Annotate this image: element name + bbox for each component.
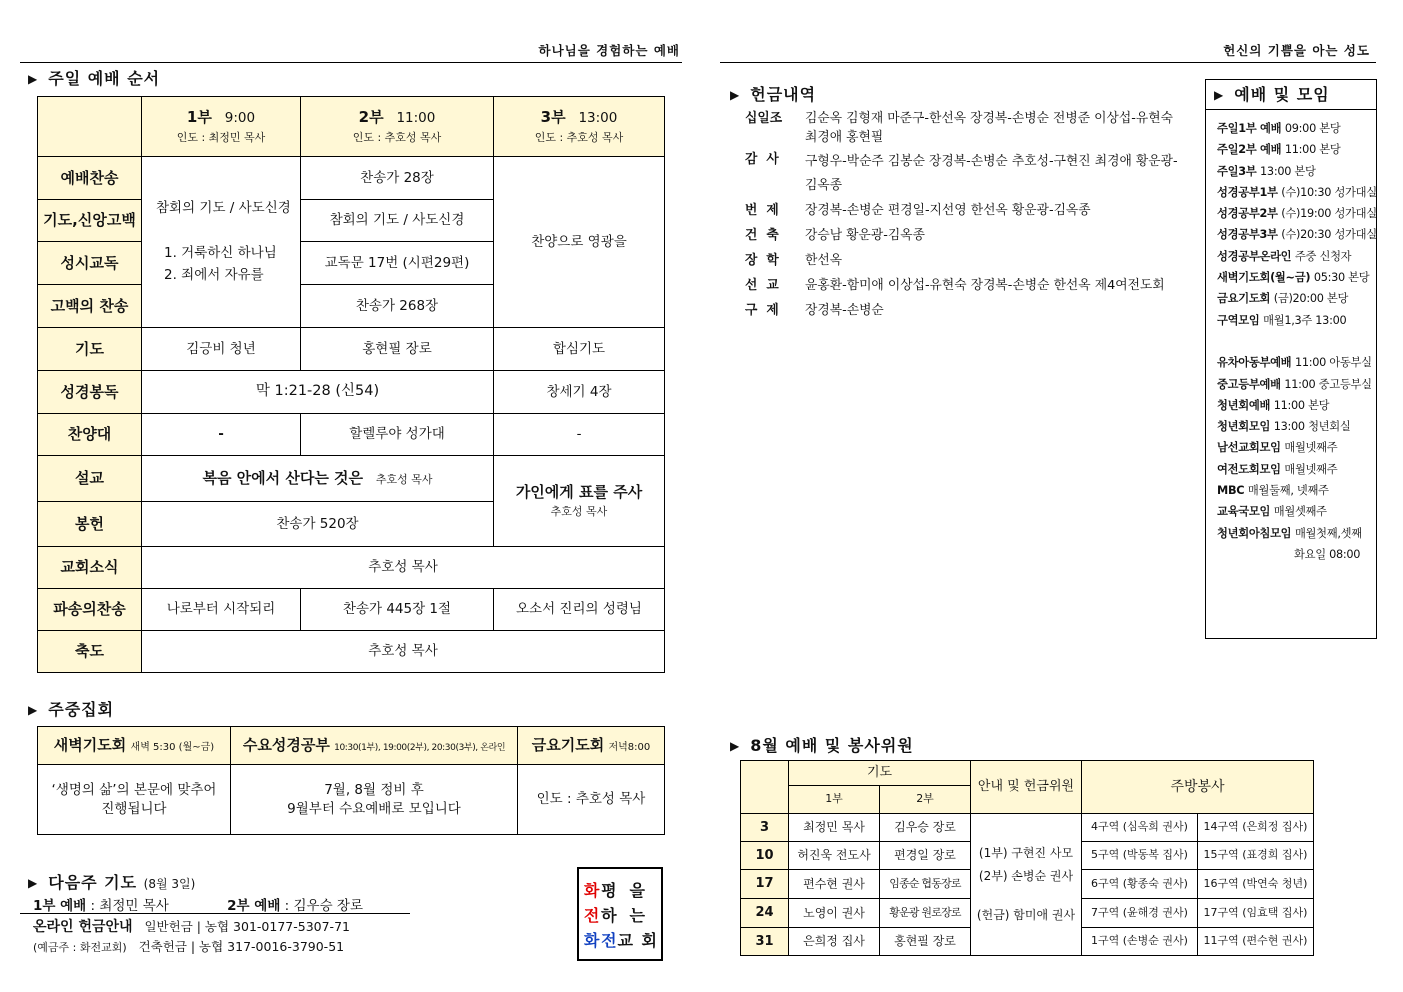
cell: 참회의 기도 / 사도신경 — [301, 200, 494, 242]
cell: 추호성 목사 — [142, 631, 665, 673]
cell: 오소서 진리의 성령님 — [494, 589, 665, 631]
p1-head: 1부 — [789, 786, 880, 814]
cell: 5구역 (박동복 집사) — [1082, 842, 1198, 870]
row-label: 기도 — [38, 328, 142, 371]
pray-head: 기도 — [789, 761, 971, 786]
meeting-item: 성경공부3부 (수)20:30 성가대실 — [1217, 228, 1377, 242]
cell: 찬송가 28장 — [301, 157, 494, 200]
sermon-cell: 복음 안에서 산다는 것은 추호성 목사 — [142, 456, 494, 502]
meeting-item: 금요기도회 (금)20:00 본당 — [1217, 292, 1349, 306]
row-label: 설교 — [38, 456, 142, 502]
meeting-item: 남선교회모임 매월넷째주 — [1217, 441, 1338, 455]
meeting-item: 중고등부예배 11:00 중고등부실 — [1217, 377, 1372, 391]
meeting-item: 청년회아침모임 매월첫째,셋째 — [1217, 526, 1362, 540]
cell: 최정민 목사 — [789, 814, 880, 842]
meeting-item: 화요일 08:00 — [1294, 547, 1361, 561]
left-header: 하나님을 경험하는 예배 — [538, 43, 680, 58]
right-header-line — [720, 62, 1376, 63]
weekday-desc: 인도 : 추호성 목사 — [518, 765, 665, 835]
cell: 교독문 17번 (시편29편) — [301, 242, 494, 285]
cell: 4구역 (심옥희 권사) — [1082, 814, 1198, 842]
row-label: 찬양대 — [38, 414, 142, 456]
meeting-item: 성경공부온라인 주중 신청자 — [1217, 249, 1352, 263]
cell: 찬송가 268장 — [301, 285, 494, 328]
date-cell: 17 — [741, 870, 789, 899]
cell: 17구역 (임효택 집사) — [1198, 899, 1314, 928]
triangle-icon: ▶ — [28, 876, 39, 890]
cell: 11구역 (편수현 권사) — [1198, 928, 1314, 956]
sermon-3-cell: 가인에게 표를 주사 추호성 목사 — [494, 456, 665, 547]
cell: 홍현필 장로 — [301, 328, 494, 371]
meeting-item: 새벽기도회(월~금) 05:30 본당 — [1217, 271, 1370, 285]
cell: 편경일 장로 — [880, 842, 971, 870]
worship-order-table — [37, 96, 665, 673]
usher-head: 안내 및 헌금위원 — [971, 761, 1082, 814]
meeting-item — [1217, 331, 1376, 352]
cell: 1구역 (손병순 권사) — [1082, 928, 1198, 956]
cell: 홍현필 장로 — [880, 928, 971, 956]
meeting-item: 주일1부 예배 09:00 본당 — [1217, 122, 1341, 135]
kitchen-head: 주방봉사 — [1082, 761, 1314, 814]
date-cell: 31 — [741, 928, 789, 956]
service-1-head: 1부 9:00 인도 : 최정민 목사 — [142, 97, 301, 157]
meeting-item: 유차아동부예배 11:00 아동부실 — [1217, 356, 1372, 370]
cell: - — [142, 414, 301, 456]
offering-list: 십일조 김순옥 김형재 마준구-한선옥 장경복-손병순 전병준 이상섭-유현숙 최경애 홍현필 감사 구형우-박순주 김봉순 장경복-손병순 추호성-구현진 최경애 황운광-김옥종 번제 장경복-손병순 편경일-지선영 한선옥 황운광-김옥종 건축 강승남 황운광-김옥종 장학 한선옥 선교 윤홍환-함미애 이상섭-유현숙 장경복-손병순 한선옥 제4여전도회 구제 장경복-손병순 — [745, 111, 1178, 318]
cell: 노영이 권사 — [789, 899, 880, 928]
cell: 은희정 집사 — [789, 928, 880, 956]
cell: 나로부터 시작되리 — [142, 589, 301, 631]
date-cell: 3 — [741, 814, 789, 842]
cell: 김우승 장로 — [880, 814, 971, 842]
service-3-head: 3부 13:00 인도 : 추호성 목사 — [494, 97, 665, 157]
cell: 7구역 (윤해경 권사) — [1082, 899, 1198, 928]
aug-volunteer-table — [740, 760, 1314, 956]
meeting-item: 주일2부 예배 11:00 본당 — [1217, 143, 1341, 157]
online-giving: 온라인 헌금안내 일반헌금 | 농협 301-0177-5307-71 (예금주 : 화전교회) 건축헌금 | 농협 317-0016-3790-51 — [33, 919, 350, 954]
cell: 편수현 권사 — [789, 870, 880, 899]
meeting-item: 주일3부 13:00 본당 — [1217, 164, 1316, 178]
triangle-icon: ▶ — [730, 739, 741, 753]
weekday-desc: 7월, 8월 정비 후 9월부터 수요예배로 모입니다 — [231, 765, 518, 835]
p2-head: 2부 — [880, 786, 971, 814]
date-cell: 24 — [741, 899, 789, 928]
row-label: 예배찬송 — [38, 157, 142, 200]
meeting-item: MBC 매월둘째, 넷째주 — [1217, 484, 1329, 498]
cell: 김긍비 청년 — [142, 328, 301, 371]
cell: 14구역 (은희정 집사) — [1198, 814, 1314, 842]
right-header: 헌신의 기쁨을 아는 성도 — [1223, 43, 1370, 58]
weekday-head: 수요성경공부 10:30(1부), 19:00(2부), 20:30(3부), 온라인 — [231, 727, 518, 765]
cell: 합심기도 — [494, 328, 665, 371]
meetings-box — [1205, 79, 1377, 639]
cell: 찬양으로 영광을 — [494, 157, 665, 328]
order-title: ▶ 주일 예배 순서 — [28, 69, 161, 88]
cell: 황운광 원로장로 — [880, 899, 971, 928]
meetings-list — [1206, 110, 1376, 565]
cell: 15구역 (표경희 집사) — [1198, 842, 1314, 870]
cell: 임종순 협동장로 — [880, 870, 971, 899]
meeting-item: 청년회모임 13:00 청년회실 — [1217, 420, 1351, 434]
date-cell: 10 — [741, 842, 789, 870]
weekday-desc: ‘생명의 삶’의 본문에 맞추어 진행됩니다 — [38, 765, 231, 835]
cell: 허진욱 전도사 — [789, 842, 880, 870]
meetings-title: ▶ 예배 및 모임 — [1206, 80, 1376, 110]
next-prayer-line: 1부 예배 : 최정민 목사 2부 예배 : 김우승 장로 — [33, 898, 364, 914]
triangle-icon: ▶ — [1214, 88, 1225, 102]
cell: 할렐루야 성가대 — [301, 414, 494, 456]
meeting-item: 교육국모임 매월셋째주 — [1217, 505, 1327, 519]
service-2-head: 2부 11:00 인도 : 추호성 목사 — [301, 97, 494, 157]
row-label: 교회소식 — [38, 547, 142, 589]
row-label: 봉헌 — [38, 502, 142, 547]
meeting-item: 성경공부2부 (수)19:00 성가대실 — [1217, 207, 1377, 221]
meeting-item: 청년회예배 11:00 본당 — [1217, 398, 1330, 412]
usher-cell: (1부) 구현진 사모 (2부) 손병순 권사 (헌금) 함미애 권사 — [971, 814, 1082, 956]
offering-title: ▶ 헌금내역 — [730, 85, 817, 104]
row-label: 기도,신앙고백 — [38, 200, 142, 242]
weekday-title: ▶ 주중집회 — [28, 700, 115, 719]
cell: 창세기 4장 — [494, 371, 665, 414]
meeting-item: 구역모임 매월1,3주 13:00 — [1217, 313, 1347, 327]
left-header-line — [20, 62, 682, 63]
cell: 막 1:21-28 (신54) — [142, 371, 494, 414]
row-label: 고백의 찬송 — [38, 285, 142, 328]
cell: 추호성 목사 — [142, 547, 665, 589]
cell: - — [494, 414, 665, 456]
online-line — [20, 913, 410, 914]
weekday-head: 금요기도회 저녁8:00 — [518, 727, 665, 765]
triangle-icon: ▶ — [28, 72, 39, 86]
cell: 찬송가 445장 1절 — [301, 589, 494, 631]
next-prayer-title: ▶ 다음주 기도 (8월 3일) — [28, 873, 196, 892]
row-label: 성경봉독 — [38, 371, 142, 414]
row-label: 성시교독 — [38, 242, 142, 285]
weekday-head: 새벽기도회 새벽 5:30 (월~금) — [38, 727, 231, 765]
church-logo: 화 평 을 전 하 는 화 전 교 회 — [577, 867, 663, 961]
meeting-item: 성경공부1부 (수)10:30 성가대실 — [1217, 185, 1377, 199]
triangle-icon: ▶ — [730, 88, 741, 102]
aug-title: ▶ 8월 예배 및 봉사위원 — [730, 736, 914, 755]
meeting-item: 여전도회모임 매월넷째주 — [1217, 462, 1338, 476]
cell: 6구역 (황종숙 권사) — [1082, 870, 1198, 899]
row-label: 파송의찬송 — [38, 589, 142, 631]
cell: 찬송가 520장 — [142, 502, 494, 547]
triangle-icon: ▶ — [28, 703, 39, 717]
cell: 16구역 (박연숙 청년) — [1198, 870, 1314, 899]
row-label: 축도 — [38, 631, 142, 673]
service-1-opening: 참회의 기도 / 사도신경 1. 거룩하신 하나님 2. 죄에서 자유를 — [142, 157, 301, 328]
weekday-table — [37, 726, 665, 835]
